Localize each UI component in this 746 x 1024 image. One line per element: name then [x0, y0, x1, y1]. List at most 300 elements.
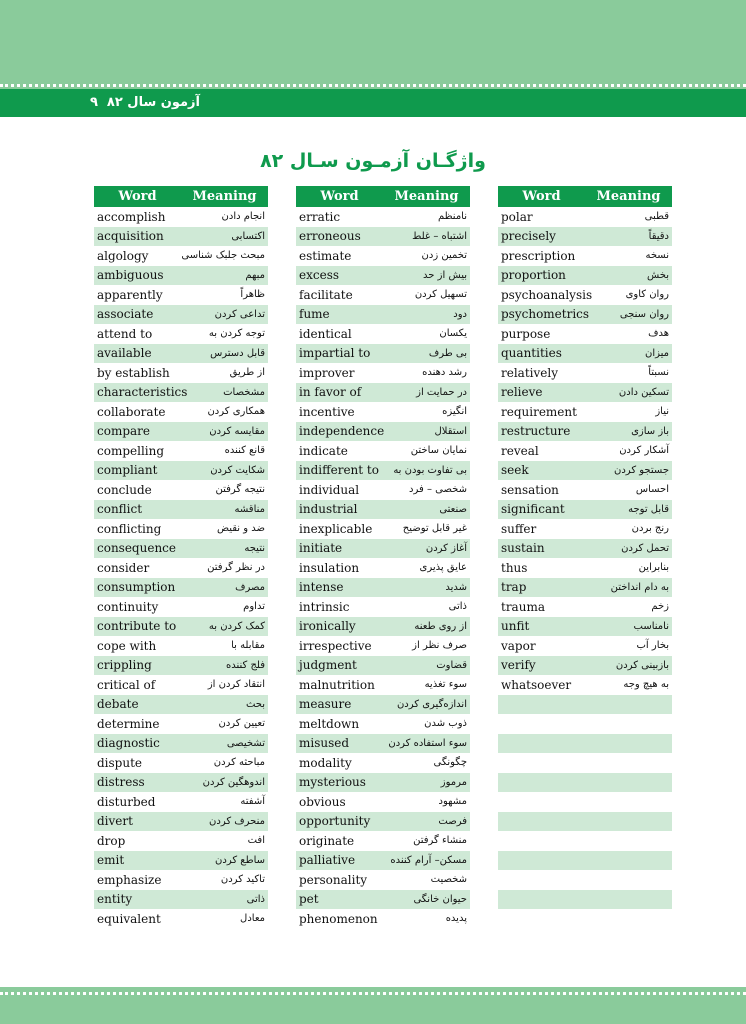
- table-row: [296, 890, 470, 910]
- table-row: [296, 305, 470, 325]
- meaning-cell: قابل دسترس: [210, 347, 265, 359]
- meaning-cell: انگیزه: [442, 406, 467, 418]
- table-row: [498, 812, 672, 832]
- word-cell: independence: [299, 424, 385, 439]
- table-row: [296, 695, 470, 715]
- table-body: [296, 207, 470, 929]
- word-cell: indicate: [299, 443, 348, 458]
- meaning-cell: سوء استفاده کردن: [388, 737, 467, 749]
- word-cell: collaborate: [97, 404, 166, 419]
- word-cell: consider: [97, 560, 150, 575]
- table-row: [498, 851, 672, 871]
- table-row: [296, 734, 470, 754]
- meaning-column-header: Meaning: [192, 189, 257, 204]
- meaning-cell: توجه کردن به: [208, 328, 265, 340]
- meaning-cell: مقابله با: [231, 640, 265, 652]
- word-cell: irrespective: [299, 638, 372, 653]
- meaning-column-header: Meaning: [394, 189, 459, 204]
- meaning-cell: نیاز: [655, 406, 669, 418]
- word-cell: algology: [97, 248, 149, 263]
- meaning-cell: تخمین زدن: [421, 250, 467, 262]
- word-cell: industrial: [299, 502, 358, 517]
- table-row: [498, 461, 672, 481]
- table-row: [498, 246, 672, 266]
- table-row: [296, 617, 470, 637]
- word-cell: contribute to: [97, 619, 177, 634]
- word-cell: modality: [299, 755, 352, 770]
- word-cell: available: [97, 346, 152, 361]
- word-cell: personality: [299, 872, 368, 887]
- meaning-cell: از طریق: [229, 367, 265, 379]
- table-row: [94, 539, 268, 559]
- word-column-header: Word: [522, 189, 561, 204]
- table-row: [498, 207, 672, 227]
- meaning-cell: تسهیل کردن: [414, 289, 467, 301]
- table-row: [94, 558, 268, 578]
- table-row: [296, 246, 470, 266]
- meaning-cell: پدیده: [445, 913, 467, 925]
- word-cell: proportion: [501, 268, 566, 283]
- table-row: [94, 402, 268, 422]
- meaning-cell: عایق پذیری: [419, 562, 467, 574]
- meaning-cell: چگونگی: [433, 757, 467, 769]
- page-title: واژگـان آزمـون سـال ۸۲: [260, 150, 486, 172]
- table-row: [498, 285, 672, 305]
- meaning-cell: صرف نظر از: [412, 640, 467, 652]
- meaning-cell: نسبتاً: [648, 367, 669, 379]
- table-row: [498, 753, 672, 773]
- table-row: [296, 227, 470, 247]
- meaning-cell: تحمل کردن: [621, 542, 669, 554]
- word-cell: verify: [501, 658, 536, 673]
- meaning-cell: مرموز: [440, 776, 467, 788]
- meaning-cell: آشکار کردن: [619, 445, 669, 457]
- table-row: [94, 753, 268, 773]
- table-row: [94, 831, 268, 851]
- table-row: [94, 597, 268, 617]
- table-row: [296, 539, 470, 559]
- table-row: [498, 617, 672, 637]
- word-cell: consumption: [97, 580, 176, 595]
- table-row: [94, 909, 268, 929]
- table-row: [296, 266, 470, 286]
- table-row: [296, 383, 470, 403]
- word-cell: opportunity: [299, 814, 371, 829]
- meaning-cell: اندازه‌گیری کردن: [396, 698, 467, 710]
- table-row: [498, 500, 672, 520]
- table-row: [94, 344, 268, 364]
- word-cell: in favor of: [299, 385, 362, 400]
- table-row: [498, 773, 672, 793]
- table-row: [498, 870, 672, 890]
- meaning-cell: زخم: [651, 601, 669, 613]
- meaning-cell: مشخصات: [223, 386, 265, 398]
- table-row: [498, 539, 672, 559]
- table-row: [296, 773, 470, 793]
- table-row: [94, 773, 268, 793]
- word-cell: psychoanalysis: [501, 287, 593, 302]
- table-row: [498, 597, 672, 617]
- table-row: [94, 441, 268, 461]
- table-row: [498, 675, 672, 695]
- meaning-cell: قطبی: [644, 211, 669, 223]
- table-row: [296, 675, 470, 695]
- table-row: [498, 324, 672, 344]
- meaning-cell: فلج کننده: [225, 659, 265, 671]
- table-row: [296, 656, 470, 676]
- table-row: [498, 558, 672, 578]
- word-cell: mysterious: [299, 775, 366, 790]
- word-cell: determine: [97, 716, 160, 731]
- table-row: [498, 714, 672, 734]
- word-cell: inexplicable: [299, 521, 373, 536]
- table-body: [94, 207, 268, 929]
- meaning-cell: هدف: [648, 328, 669, 340]
- meaning-cell: اکتسابی: [231, 230, 265, 242]
- top-dotted-line: [0, 84, 746, 87]
- word-cell: compliant: [97, 463, 158, 478]
- table-body: [498, 207, 672, 909]
- word-cell: trauma: [501, 599, 545, 614]
- word-cell: precisely: [501, 229, 556, 244]
- word-cell: disturbed: [97, 794, 156, 809]
- word-cell: estimate: [299, 248, 352, 263]
- word-cell: conclude: [97, 482, 152, 497]
- table-row: [296, 597, 470, 617]
- table-row: [94, 519, 268, 539]
- word-cell: apparently: [97, 287, 163, 302]
- table-row: [498, 266, 672, 286]
- meaning-cell: حیوان خانگی: [413, 893, 467, 905]
- table-row: [296, 324, 470, 344]
- meaning-cell: منحرف کردن: [209, 815, 265, 827]
- table-row: [296, 363, 470, 383]
- word-cell: significant: [501, 502, 565, 517]
- word-cell: compelling: [97, 443, 165, 458]
- meaning-cell: تشخیصی: [226, 737, 265, 749]
- word-cell: vapor: [501, 638, 536, 653]
- meaning-cell: به دام انداختن: [610, 581, 669, 593]
- table-row: [296, 285, 470, 305]
- meaning-cell: همکاری کردن: [207, 406, 265, 418]
- meaning-cell: به هیچ وجه: [623, 679, 669, 691]
- meaning-cell: روان سنجی: [619, 308, 669, 320]
- word-cell: associate: [97, 307, 154, 322]
- word-cell: individual: [299, 482, 360, 497]
- meaning-cell: شخصی – فرد: [409, 484, 467, 496]
- meaning-cell: ذاتی: [448, 601, 467, 613]
- table-row: [296, 812, 470, 832]
- table-row: [498, 890, 672, 910]
- meaning-cell: ضد و نقیض: [216, 523, 265, 535]
- table-row: [94, 695, 268, 715]
- word-cell: pet: [299, 892, 319, 907]
- table-row: [296, 207, 470, 227]
- meaning-cell: شخصیت: [430, 874, 467, 886]
- table-row: [94, 617, 268, 637]
- table-row: [94, 480, 268, 500]
- table-row: [296, 851, 470, 871]
- meaning-cell: بیش از حد: [423, 269, 467, 281]
- meaning-cell: قضاوت: [436, 659, 467, 671]
- word-cell: trap: [501, 580, 527, 595]
- word-cell: prescription: [501, 248, 576, 263]
- meaning-cell: رنج بردن: [631, 523, 669, 535]
- word-cell: initiate: [299, 541, 343, 556]
- meaning-cell: ذاتی: [246, 893, 265, 905]
- table-row: [498, 734, 672, 754]
- table-row: [94, 227, 268, 247]
- table-row: [296, 714, 470, 734]
- word-cell: crippling: [97, 658, 152, 673]
- table-row: [94, 500, 268, 520]
- word-cell: quantities: [501, 346, 562, 361]
- meaning-cell: معادل: [240, 913, 265, 925]
- page-number: ۹: [90, 95, 98, 110]
- word-cell: distress: [97, 775, 145, 790]
- meaning-cell: انجام دادن: [221, 211, 265, 223]
- meaning-cell: کمک کردن به: [208, 620, 265, 632]
- meaning-cell: اشتباه – غلط: [412, 230, 467, 242]
- word-cell: dispute: [97, 755, 143, 770]
- word-cell: polar: [501, 209, 533, 224]
- meaning-cell: بحث: [245, 698, 265, 710]
- word-column-header: Word: [118, 189, 157, 204]
- word-cell: improver: [299, 365, 355, 380]
- table-row: [296, 753, 470, 773]
- meaning-cell: غیر قابل توضیح: [402, 523, 467, 535]
- meaning-cell: مبهم: [245, 269, 265, 281]
- meaning-cell: صنعتی: [439, 503, 467, 515]
- word-cell: by establish: [97, 365, 170, 380]
- word-cell: facilitate: [299, 287, 353, 302]
- word-cell: erroneous: [299, 229, 361, 244]
- vocab-table-2: [296, 186, 470, 929]
- table-row: [498, 792, 672, 812]
- table-row: [498, 480, 672, 500]
- table-row: [498, 305, 672, 325]
- table-row: [498, 656, 672, 676]
- meaning-cell: بازبینی کردن: [615, 659, 669, 671]
- word-cell: insulation: [299, 560, 360, 575]
- word-cell: meltdown: [299, 716, 360, 731]
- word-cell: suffer: [501, 521, 537, 536]
- word-column-header: Word: [320, 189, 359, 204]
- meaning-cell: مبحث جلبک شناسی: [181, 250, 265, 262]
- table-row: [498, 422, 672, 442]
- word-cell: reveal: [501, 443, 539, 458]
- table-row: [94, 363, 268, 383]
- meaning-cell: بی طرف: [428, 347, 467, 359]
- table-row: [498, 441, 672, 461]
- word-cell: misused: [299, 736, 350, 751]
- meaning-cell: آشفته: [240, 796, 265, 808]
- table-row: [498, 636, 672, 656]
- word-cell: obvious: [299, 794, 346, 809]
- meaning-cell: از روی طعنه: [414, 620, 467, 632]
- table-header: [498, 186, 672, 207]
- table-row: [296, 831, 470, 851]
- table-row: [94, 383, 268, 403]
- word-cell: intense: [299, 580, 344, 595]
- word-cell: restructure: [501, 424, 571, 439]
- word-cell: ambiguous: [97, 268, 164, 283]
- meaning-cell: دقیقاً: [648, 230, 669, 242]
- meaning-cell: ظاهراً: [240, 289, 265, 301]
- meaning-cell: انتقاد کردن از: [207, 679, 265, 691]
- word-cell: drop: [97, 833, 126, 848]
- meaning-cell: تاکید کردن: [220, 874, 265, 886]
- word-cell: judgment: [299, 658, 357, 673]
- word-cell: fume: [299, 307, 330, 322]
- meaning-cell: مشهود: [438, 796, 467, 808]
- table-header: [296, 186, 470, 207]
- word-cell: identical: [299, 326, 352, 341]
- word-cell: requirement: [501, 404, 577, 419]
- word-cell: seek: [501, 463, 529, 478]
- meaning-cell: تعیین کردن: [218, 718, 265, 730]
- meaning-cell: تداعی کردن: [214, 308, 265, 320]
- table-row: [94, 324, 268, 344]
- meaning-cell: ساطع کردن: [215, 854, 265, 866]
- word-cell: consequence: [97, 541, 176, 556]
- word-cell: accomplish: [97, 209, 166, 224]
- table-row: [498, 519, 672, 539]
- table-row: [94, 636, 268, 656]
- word-cell: erratic: [299, 209, 341, 224]
- table-row: [498, 363, 672, 383]
- meaning-column-header: Meaning: [596, 189, 661, 204]
- meaning-cell: بی تفاوت بودن به: [393, 464, 467, 476]
- meaning-cell: قابل توجه: [628, 503, 669, 515]
- word-cell: compare: [97, 424, 150, 439]
- word-cell: palliative: [299, 853, 356, 868]
- meaning-cell: نتیجه: [244, 542, 265, 554]
- meaning-cell: تسکین دادن: [618, 386, 669, 398]
- meaning-cell: مباحثه کردن: [213, 757, 265, 769]
- meaning-cell: استقلال: [434, 425, 467, 437]
- word-cell: incentive: [299, 404, 355, 419]
- table-row: [94, 714, 268, 734]
- table-row: [94, 461, 268, 481]
- table-row: [94, 675, 268, 695]
- meaning-cell: نتیجه گرفتن: [215, 484, 265, 496]
- meaning-cell: نمایان ساختن: [410, 445, 467, 457]
- table-row: [296, 909, 470, 929]
- word-cell: conflicting: [97, 521, 162, 536]
- word-cell: originate: [299, 833, 355, 848]
- word-cell: critical of: [97, 677, 156, 692]
- table-row: [296, 480, 470, 500]
- vocab-table-1: [94, 186, 268, 929]
- table-row: [296, 344, 470, 364]
- table-row: [296, 422, 470, 442]
- word-cell: characteristics: [97, 385, 188, 400]
- table-row: [498, 383, 672, 403]
- word-cell: impartial to: [299, 346, 371, 361]
- word-cell: ironically: [299, 619, 356, 634]
- meaning-cell: احساس: [635, 484, 669, 496]
- meaning-cell: سوء تغذیه: [424, 679, 467, 691]
- meaning-cell: یکسان: [439, 328, 467, 340]
- meaning-cell: قانع کننده: [224, 445, 265, 457]
- word-cell: attend to: [97, 326, 153, 341]
- table-row: [498, 578, 672, 598]
- table-row: [498, 344, 672, 364]
- word-cell: psychometrics: [501, 307, 590, 322]
- meaning-cell: آغاز کردن: [425, 542, 467, 554]
- table-row: [94, 422, 268, 442]
- meaning-cell: نامناسب: [633, 620, 669, 632]
- table-row: [498, 695, 672, 715]
- table-row: [94, 578, 268, 598]
- table-row: [94, 266, 268, 286]
- meaning-cell: مناقشه: [234, 503, 265, 515]
- word-cell: continuity: [97, 599, 159, 614]
- table-row: [94, 890, 268, 910]
- table-row: [94, 812, 268, 832]
- meaning-cell: روان کاوی: [625, 289, 669, 301]
- word-cell: excess: [299, 268, 340, 283]
- word-cell: phenomenon: [299, 911, 378, 926]
- meaning-cell: نامنظم: [437, 211, 467, 223]
- meaning-cell: مصرف: [235, 581, 265, 593]
- meaning-cell: دود: [453, 308, 467, 320]
- meaning-cell: مقایسه کردن: [209, 425, 265, 437]
- table-row: [296, 519, 470, 539]
- table-row: [296, 792, 470, 812]
- meaning-cell: رشد دهنده: [422, 367, 467, 379]
- meaning-cell: تداوم: [243, 601, 265, 613]
- meaning-cell: شکایت کردن: [210, 464, 265, 476]
- word-cell: whatsoever: [501, 677, 572, 692]
- table-row: [498, 402, 672, 422]
- word-cell: emphasize: [97, 872, 162, 887]
- table-row: [296, 500, 470, 520]
- word-cell: relieve: [501, 385, 543, 400]
- meaning-cell: اندوهگین کردن: [202, 776, 265, 788]
- table-row: [94, 734, 268, 754]
- vocab-table-3: [498, 186, 672, 909]
- bottom-dotted-line: [0, 992, 746, 995]
- word-cell: thus: [501, 560, 528, 575]
- table-row: [296, 558, 470, 578]
- table-row: [94, 851, 268, 871]
- meaning-cell: بخش: [647, 269, 669, 281]
- table-row: [498, 227, 672, 247]
- meaning-cell: منشاء گرفتن: [413, 835, 467, 847]
- word-cell: sensation: [501, 482, 559, 497]
- table-row: [296, 441, 470, 461]
- word-cell: measure: [299, 697, 352, 712]
- meaning-cell: شدید: [445, 581, 467, 593]
- meaning-cell: در نظر گرفتن: [207, 562, 265, 574]
- word-cell: purpose: [501, 326, 551, 341]
- word-cell: divert: [97, 814, 133, 829]
- word-cell: acquisition: [97, 229, 164, 244]
- table-row: [94, 656, 268, 676]
- table-row: [296, 578, 470, 598]
- table-row: [94, 207, 268, 227]
- table-row: [94, 246, 268, 266]
- word-cell: conflict: [97, 502, 143, 517]
- table-row: [296, 870, 470, 890]
- table-row: [296, 402, 470, 422]
- meaning-cell: باز سازی: [631, 425, 669, 437]
- table-row: [296, 636, 470, 656]
- meaning-cell: فرصت: [438, 815, 467, 827]
- word-cell: relatively: [501, 365, 558, 380]
